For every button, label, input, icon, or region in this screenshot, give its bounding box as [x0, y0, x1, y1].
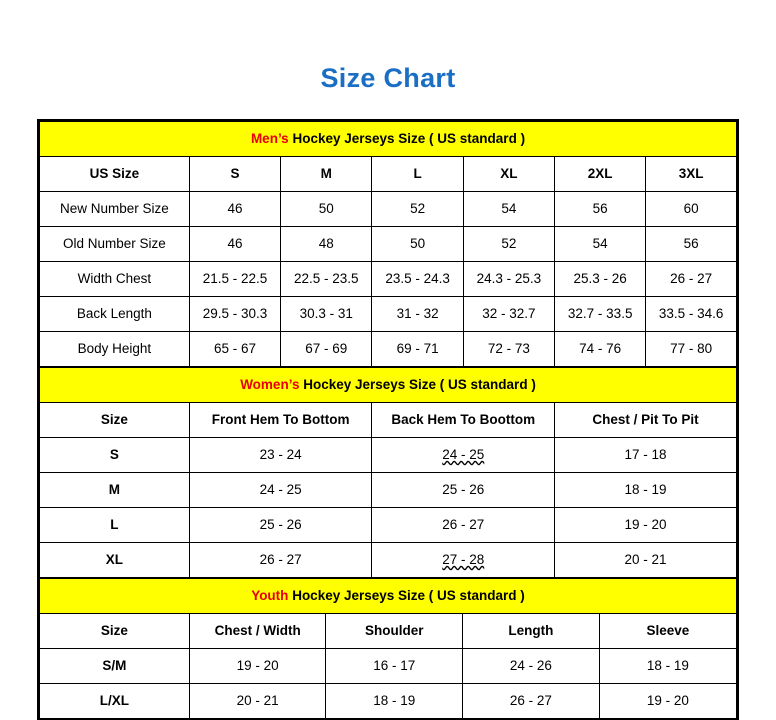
- mens-row-3-label: Back Length: [40, 296, 190, 331]
- page-title: Size Chart: [320, 63, 456, 93]
- womens-row-1-cell-2: 25 - 26: [372, 472, 555, 507]
- womens-banner-rest: Hockey Jerseys Size ( US standard ): [299, 377, 536, 393]
- youth-row-1-cell-3: 26 - 27: [463, 683, 600, 718]
- table-row: [40, 437, 737, 472]
- mens-row-3-cell-4: 32 - 32.7: [463, 296, 554, 331]
- table-row: [40, 296, 737, 331]
- table-row: [40, 472, 737, 507]
- mens-banner: [40, 121, 737, 156]
- womens-row-0-label: S: [40, 437, 190, 472]
- mens-row-2-cell-4: 24.3 - 25.3: [463, 261, 554, 296]
- mens-banner-rest: Hockey Jerseys Size ( US standard ): [288, 131, 526, 147]
- womens-row-2-cell-3: 19 - 20: [555, 507, 737, 542]
- youth-row-0-cell-1: 19 - 20: [189, 648, 326, 683]
- mens-row-1-label: Old Number Size: [40, 226, 190, 261]
- mens-row-1-cell-5: 54: [555, 226, 646, 261]
- youth-header-cell-0: Size: [40, 613, 190, 648]
- mens-row-4-cell-2: 67 - 69: [281, 331, 372, 366]
- table-row: [40, 191, 737, 226]
- mens-row-4-cell-4: 72 - 73: [463, 331, 554, 366]
- mens-row-2-cell-3: 23.5 - 24.3: [372, 261, 463, 296]
- mens-header-cell-6: 3XL: [646, 156, 737, 191]
- table-banner-row: [40, 121, 737, 156]
- mens-header-cell-0: US Size: [40, 156, 190, 191]
- mens-row-3-cell-5: 32.7 - 33.5: [555, 296, 646, 331]
- womens-row-2-label: L: [40, 507, 190, 542]
- table-banner-row: [40, 578, 737, 613]
- mens-row-0-label: New Number Size: [40, 191, 190, 226]
- mens-banner-accent: Men’s: [250, 131, 289, 147]
- table-row: [40, 507, 737, 542]
- youth-row-0-cell-3: 24 - 26: [463, 648, 600, 683]
- womens-row-0-cell-2: 24 - 25: [372, 437, 555, 472]
- womens-row-3-label: XL: [40, 542, 190, 577]
- mens-row-4-cell-6: 77 - 80: [646, 331, 737, 366]
- womens-row-1-cell-1: 24 - 25: [189, 472, 372, 507]
- table-row: [40, 331, 737, 366]
- youth-header-cell-2: Shoulder: [326, 613, 463, 648]
- youth-row-0-cell-4: 18 - 19: [599, 648, 736, 683]
- mens-row-3-cell-2: 30.3 - 31: [281, 296, 372, 331]
- mens-row-0-cell-2: 50: [281, 191, 372, 226]
- mens-row-4-cell-3: 69 - 71: [372, 331, 463, 366]
- table-row: [40, 683, 737, 718]
- mens-row-4-cell-5: 74 - 76: [555, 331, 646, 366]
- youth-row-1-cell-1: 20 - 21: [189, 683, 326, 718]
- youth-header-cell-1: Chest / Width: [189, 613, 326, 648]
- table-banner-row: [40, 367, 737, 402]
- mens-row-0-cell-6: 60: [646, 191, 737, 226]
- womens-row-1-cell-3: 18 - 19: [555, 472, 737, 507]
- womens-row-0-cell-1: 23 - 24: [189, 437, 372, 472]
- youth-banner: [40, 578, 737, 613]
- mens-row-0-cell-4: 54: [463, 191, 554, 226]
- womens-header-cell-2: Back Hem To Boottom: [372, 402, 555, 437]
- youth-row-1-cell-4: 19 - 20: [599, 683, 736, 718]
- mens-row-3-cell-1: 29.5 - 30.3: [189, 296, 280, 331]
- mens-row-2-label: Width Chest: [40, 261, 190, 296]
- mens-header-cell-3: L: [372, 156, 463, 191]
- mens-row-4-label: Body Height: [40, 331, 190, 366]
- womens-row-3-cell-3: 20 - 21: [555, 542, 737, 577]
- womens-header-cell-1: Front Hem To Bottom: [189, 402, 372, 437]
- table-header-row: [40, 613, 737, 648]
- mens-row-3-cell-6: 33.5 - 34.6: [646, 296, 737, 331]
- womens-row-0-cell-3: 17 - 18: [555, 437, 737, 472]
- womens-banner-accent: Women’s: [240, 377, 300, 393]
- mens-row-2-cell-1: 21.5 - 22.5: [189, 261, 280, 296]
- table-row: [40, 648, 737, 683]
- mens-header-cell-2: M: [281, 156, 372, 191]
- womens-row-1-label: M: [40, 472, 190, 507]
- youth-row-1-label: L/XL: [40, 683, 190, 718]
- womens-row-3-cell-2: 27 - 28: [372, 542, 555, 577]
- womens-size-table: [39, 367, 737, 578]
- table-header-row: [40, 402, 737, 437]
- mens-header-cell-5: 2XL: [555, 156, 646, 191]
- youth-banner-rest: Hockey Jerseys Size ( US standard ): [288, 588, 525, 604]
- mens-header-cell-4: XL: [463, 156, 554, 191]
- mens-row-3-cell-3: 31 - 32: [372, 296, 463, 331]
- mens-size-table: [39, 121, 737, 367]
- youth-row-0-cell-2: 16 - 17: [326, 648, 463, 683]
- mens-header-cell-1: S: [189, 156, 280, 191]
- youth-row-1-cell-2: 18 - 19: [326, 683, 463, 718]
- youth-header-cell-3: Length: [463, 613, 600, 648]
- mens-row-1-cell-3: 50: [372, 226, 463, 261]
- womens-row-2-cell-1: 25 - 26: [189, 507, 372, 542]
- table-row: [40, 226, 737, 261]
- womens-header-cell-0: Size: [40, 402, 190, 437]
- womens-header-cell-3: Chest / Pit To Pit: [555, 402, 737, 437]
- mens-row-2-cell-2: 22.5 - 23.5: [281, 261, 372, 296]
- mens-row-1-cell-4: 52: [463, 226, 554, 261]
- mens-row-1-cell-1: 46: [189, 226, 280, 261]
- womens-row-3-cell-1: 26 - 27: [189, 542, 372, 577]
- table-row: [40, 261, 737, 296]
- youth-row-0-label: S/M: [40, 648, 190, 683]
- youth-size-table: [39, 578, 737, 719]
- womens-row-2-cell-2: 26 - 27: [372, 507, 555, 542]
- womens-banner: [40, 367, 737, 402]
- mens-row-4-cell-1: 65 - 67: [189, 331, 280, 366]
- mens-row-0-cell-1: 46: [189, 191, 280, 226]
- mens-row-0-cell-5: 56: [555, 191, 646, 226]
- youth-banner-accent: Youth: [251, 588, 289, 604]
- mens-row-2-cell-6: 26 - 27: [646, 261, 737, 296]
- youth-header-cell-4: Sleeve: [599, 613, 736, 648]
- mens-row-1-cell-2: 48: [281, 226, 372, 261]
- mens-row-0-cell-3: 52: [372, 191, 463, 226]
- mens-row-2-cell-5: 25.3 - 26: [555, 261, 646, 296]
- mens-row-1-cell-6: 56: [646, 226, 737, 261]
- size-chart-tables: [37, 119, 739, 720]
- table-header-row: [40, 156, 737, 191]
- table-row: [40, 542, 737, 577]
